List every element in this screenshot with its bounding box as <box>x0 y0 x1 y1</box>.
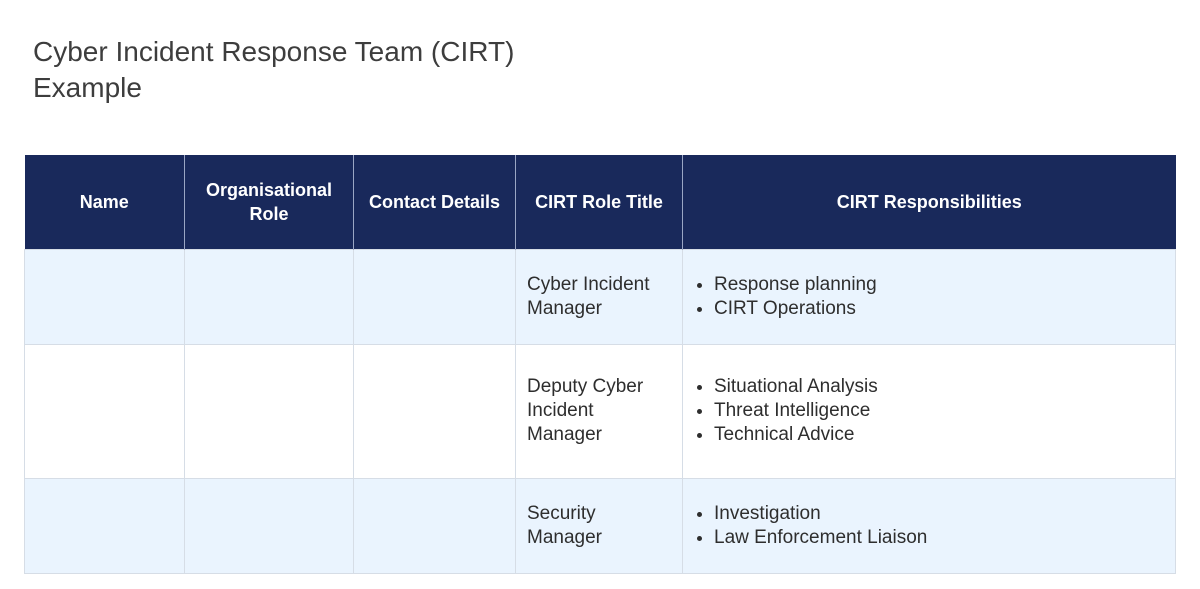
title-line-2: Example <box>33 72 142 103</box>
cell-responsibilities <box>683 344 1176 478</box>
table-row <box>25 344 1176 478</box>
cell-contact-details <box>354 249 516 344</box>
header-cirt-responsibilities: CIRT Responsibilities <box>683 155 1176 249</box>
cell-organisational-role <box>185 478 354 573</box>
table-row <box>25 478 1176 573</box>
cell-name <box>25 249 185 344</box>
header-name: Name <box>25 155 185 249</box>
list-item: • Response planning <box>714 273 1164 297</box>
title-line-1: Cyber Incident Response Team (CIRT) <box>33 36 515 67</box>
cell-contact-details <box>354 344 516 478</box>
header-organisational-role: Organisational Role <box>185 155 354 249</box>
cell-role-title: Cyber Incident Manager <box>516 249 683 344</box>
cell-contact-details <box>354 478 516 573</box>
cirt-table <box>24 155 1176 574</box>
list-item: • Investigation <box>714 502 1164 526</box>
cell-name <box>25 478 185 573</box>
cell-role-title: Deputy Cyber Incident Manager <box>516 344 683 478</box>
responsibilities-list <box>694 273 1164 321</box>
list-item: • Threat Intelligence <box>714 399 1164 423</box>
responsibilities-list <box>694 502 1164 550</box>
cell-responsibilities <box>683 478 1176 573</box>
list-item: • Technical Advice <box>714 423 1164 447</box>
cell-organisational-role <box>185 249 354 344</box>
table-header-row <box>25 155 1176 249</box>
responsibilities-list <box>694 375 1164 447</box>
cell-name <box>25 344 185 478</box>
page-title <box>33 34 553 106</box>
cell-responsibilities <box>683 249 1176 344</box>
table-row <box>25 249 1176 344</box>
header-contact-details: Contact Details <box>354 155 516 249</box>
list-item: • Law Enforcement Liaison <box>714 526 1164 550</box>
list-item: • CIRT Operations <box>714 297 1164 321</box>
header-cirt-role-title: CIRT Role Title <box>516 155 683 249</box>
list-item: • Situational Analysis <box>714 375 1164 399</box>
cell-organisational-role <box>185 344 354 478</box>
cell-role-title: Security Manager <box>516 478 683 573</box>
